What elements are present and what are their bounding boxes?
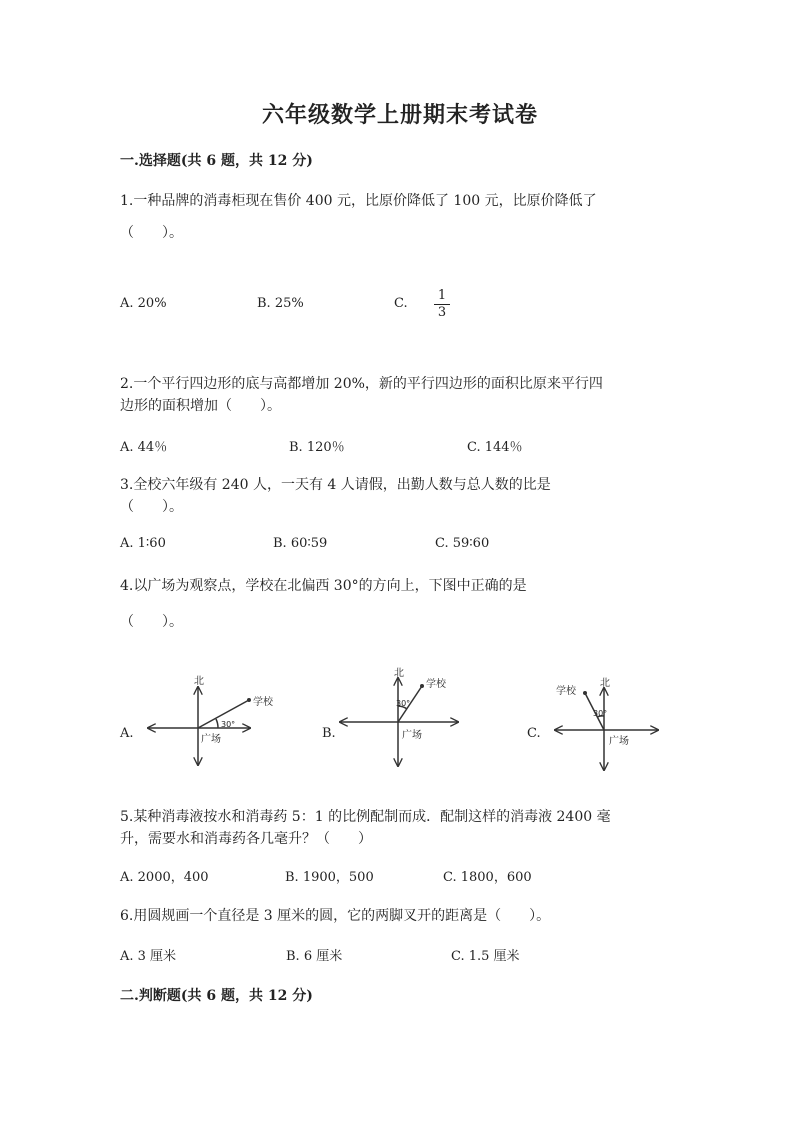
diagram-a-north-label: 北 [194, 676, 204, 687]
section-choice-heading: 一.选择题(共 6 题，共 12 分) [120, 153, 313, 169]
question-1-option-c[interactable]: C. [394, 296, 408, 311]
diagram-a-angle-label: 30° [221, 720, 236, 729]
question-2-option-b[interactable]: B. 120％ [289, 440, 345, 455]
question-4-option-c[interactable]: C. [527, 726, 541, 741]
diagram-a-school-label: 学校 [253, 697, 273, 708]
page-title: 六年级数学上册期末考试卷 [261, 102, 538, 128]
diagram-c-school-label: 学校 [556, 686, 576, 697]
question-4-text: 4.以广场为观察点，学校在北偏西 30°的方向上，下图中正确的是 [120, 578, 527, 594]
diagram-c-angle-label: 30° [593, 709, 608, 718]
question-1-blank: （ ）。 [120, 225, 183, 241]
question-2-text: 2.一个平行四边形的底与高都增加 20%，新的平行四边形的面积比原来平行四 [120, 376, 603, 392]
question-2-option-c[interactable]: C. 144％ [467, 440, 523, 455]
diagram-c-school-point [583, 691, 587, 695]
fraction-numerator: 1 [437, 288, 447, 303]
diagram-a-school-point [247, 698, 251, 702]
question-6-option-c[interactable]: C. 1.5 厘米 [451, 949, 520, 964]
diagram-b-school-label: 学校 [426, 679, 446, 690]
question-1-text: 1.一种品牌的消毒柜现在售价 400 元，比原价降低了 100 元，比原价降低了 [120, 193, 597, 209]
diagram-c-north-label: 北 [600, 678, 610, 689]
question-4-option-b[interactable]: B. [322, 726, 336, 741]
diagram-b [340, 678, 458, 766]
question-1-option-b[interactable]: B. 25% [257, 296, 304, 311]
question-5-text-cont: 升，需要水和消毒药各几毫升？（ ） [120, 831, 372, 847]
diagram-a-square-label: 广场 [201, 734, 221, 745]
question-4-option-a[interactable]: A. [120, 726, 134, 741]
question-3-option-a[interactable]: A. 1∶60 [120, 536, 166, 551]
question-5-text: 5.某种消毒液按水和消毒药 5：1 的比例配制而成．配制这样的消毒液 2400 毫 [120, 809, 611, 825]
diagram-c [555, 688, 658, 770]
diagram-b-north-label: 北 [394, 668, 404, 679]
fraction-denominator: 3 [437, 305, 447, 320]
question-2-option-a[interactable]: A. 44％ [120, 440, 168, 455]
question-5-option-c[interactable]: C. 1800，600 [443, 870, 532, 885]
section-judgement-heading: 二.判断题(共 6 题，共 12 分) [120, 988, 313, 1004]
question-3-blank: （ ）。 [120, 499, 183, 515]
question-6-option-a[interactable]: A. 3 厘米 [120, 949, 177, 964]
question-6-option-b[interactable]: B. 6 厘米 [286, 949, 343, 964]
diagram-c-square-label: 广场 [609, 736, 629, 747]
question-2-text-cont: 边形的面积增加（ ）。 [120, 398, 281, 414]
diagram-b-school-point [420, 684, 424, 688]
diagram-b-square-label: 广场 [402, 730, 422, 741]
question-1-option-a[interactable]: A. 20% [120, 296, 167, 311]
question-3-option-c[interactable]: C. 59∶60 [435, 536, 490, 551]
question-5-option-b[interactable]: B. 1900，500 [285, 870, 374, 885]
diagram-b-angle-label: 30° [396, 699, 411, 708]
question-5-option-a[interactable]: A. 2000，400 [120, 870, 209, 885]
question-6-text: 6.用圆规画一个直径是 3 厘米的圆，它的两脚叉开的距离是（ ）。 [120, 908, 551, 924]
question-3-option-b[interactable]: B. 60∶59 [273, 536, 328, 551]
question-3-text: 3.全校六年级有 240 人，一天有 4 人请假，出勤人数与总人数的比是 [120, 477, 551, 493]
question-4-blank: （ ）。 [120, 614, 183, 630]
